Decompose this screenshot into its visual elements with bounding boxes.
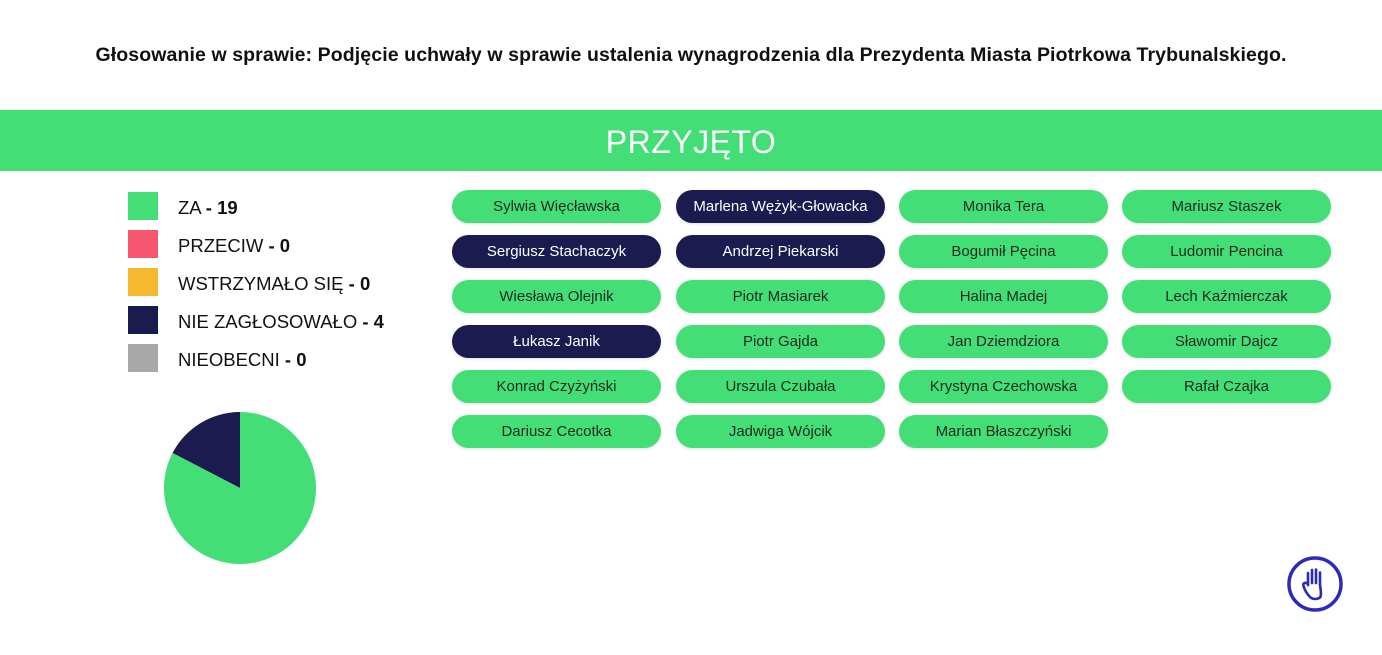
voter-pill: Andrzej Piekarski (676, 235, 885, 268)
legend-count-za: 19 (217, 197, 238, 218)
voter-pill: Marlena Wężyk-Głowacka (676, 190, 885, 223)
voter-pill: Bogumił Pęcina (899, 235, 1108, 268)
vote-pie-chart (164, 412, 316, 564)
voter-pill: Sergiusz Stachaczyk (452, 235, 661, 268)
result-banner: PRZYJĘTO (0, 110, 1382, 171)
legend-swatch-za (128, 192, 158, 220)
legend-swatch-nie-glosowalo (128, 306, 158, 334)
voter-pill: Lech Kaźmierczak (1122, 280, 1331, 313)
legend-label-przeciw: PRZECIW (178, 235, 264, 256)
voter-pill: Łukasz Janik (452, 325, 661, 358)
raised-hand-button[interactable] (1286, 555, 1344, 613)
legend-label-nie-glosowalo: NIE ZAGŁOSOWAŁO (178, 311, 358, 332)
legend-swatch-przeciw (128, 230, 158, 258)
voter-pill: Marian Błaszczyński (899, 415, 1108, 448)
legend-count-nie-glosowalo: 4 (373, 311, 384, 332)
voter-pill: Sławomir Dajcz (1122, 325, 1331, 358)
voter-pill: Monika Tera (899, 190, 1108, 223)
vote-title: Głosowanie w sprawie: Podjęcie uchwały w sprawie ustalenia wynagrodzenia dla Prezydenta Miasta Piotrkowa Trybunalskiego. (95, 44, 1287, 66)
voter-pill: Konrad Czyżyński (452, 370, 661, 403)
legend-count-przeciw: 0 (279, 235, 291, 256)
voter-pill: Jadwiga Wójcik (676, 415, 885, 448)
voter-pill: Ludomir Pencina (1122, 235, 1331, 268)
legend-label-nieobecni: NIEOBECNI (178, 349, 280, 370)
voter-pill: Piotr Masiarek (676, 280, 885, 313)
voter-pill: Halina Madej (899, 280, 1108, 313)
legend-label-za: ZA (178, 197, 201, 218)
legend-count-wstrzymalo: 0 (359, 273, 371, 294)
voter-pill: Piotr Gajda (676, 325, 885, 358)
voter-pill: Wiesława Olejnik (452, 280, 661, 313)
voter-pill: Dariusz Cecotka (452, 415, 661, 448)
voters-grid (452, 190, 1332, 460)
voter-pill: Rafał Czajka (1122, 370, 1331, 403)
legend-label-wstrzymalo: WSTRZYMAŁO SIĘ (178, 273, 344, 294)
legend-count-nieobecni: 0 (296, 349, 307, 370)
voter-pill: Urszula Czubała (676, 370, 885, 403)
voter-pill: Jan Dziemdziora (899, 325, 1108, 358)
raised-hand-button-ring (1289, 558, 1341, 610)
legend-swatch-wstrzymalo (128, 268, 158, 296)
voter-pill: Sylwia Więcławska (452, 190, 661, 223)
voter-pill: Krystyna Czechowska (899, 370, 1108, 403)
legend-swatch-nieobecni (128, 344, 158, 372)
voter-pill: Mariusz Staszek (1122, 190, 1331, 223)
